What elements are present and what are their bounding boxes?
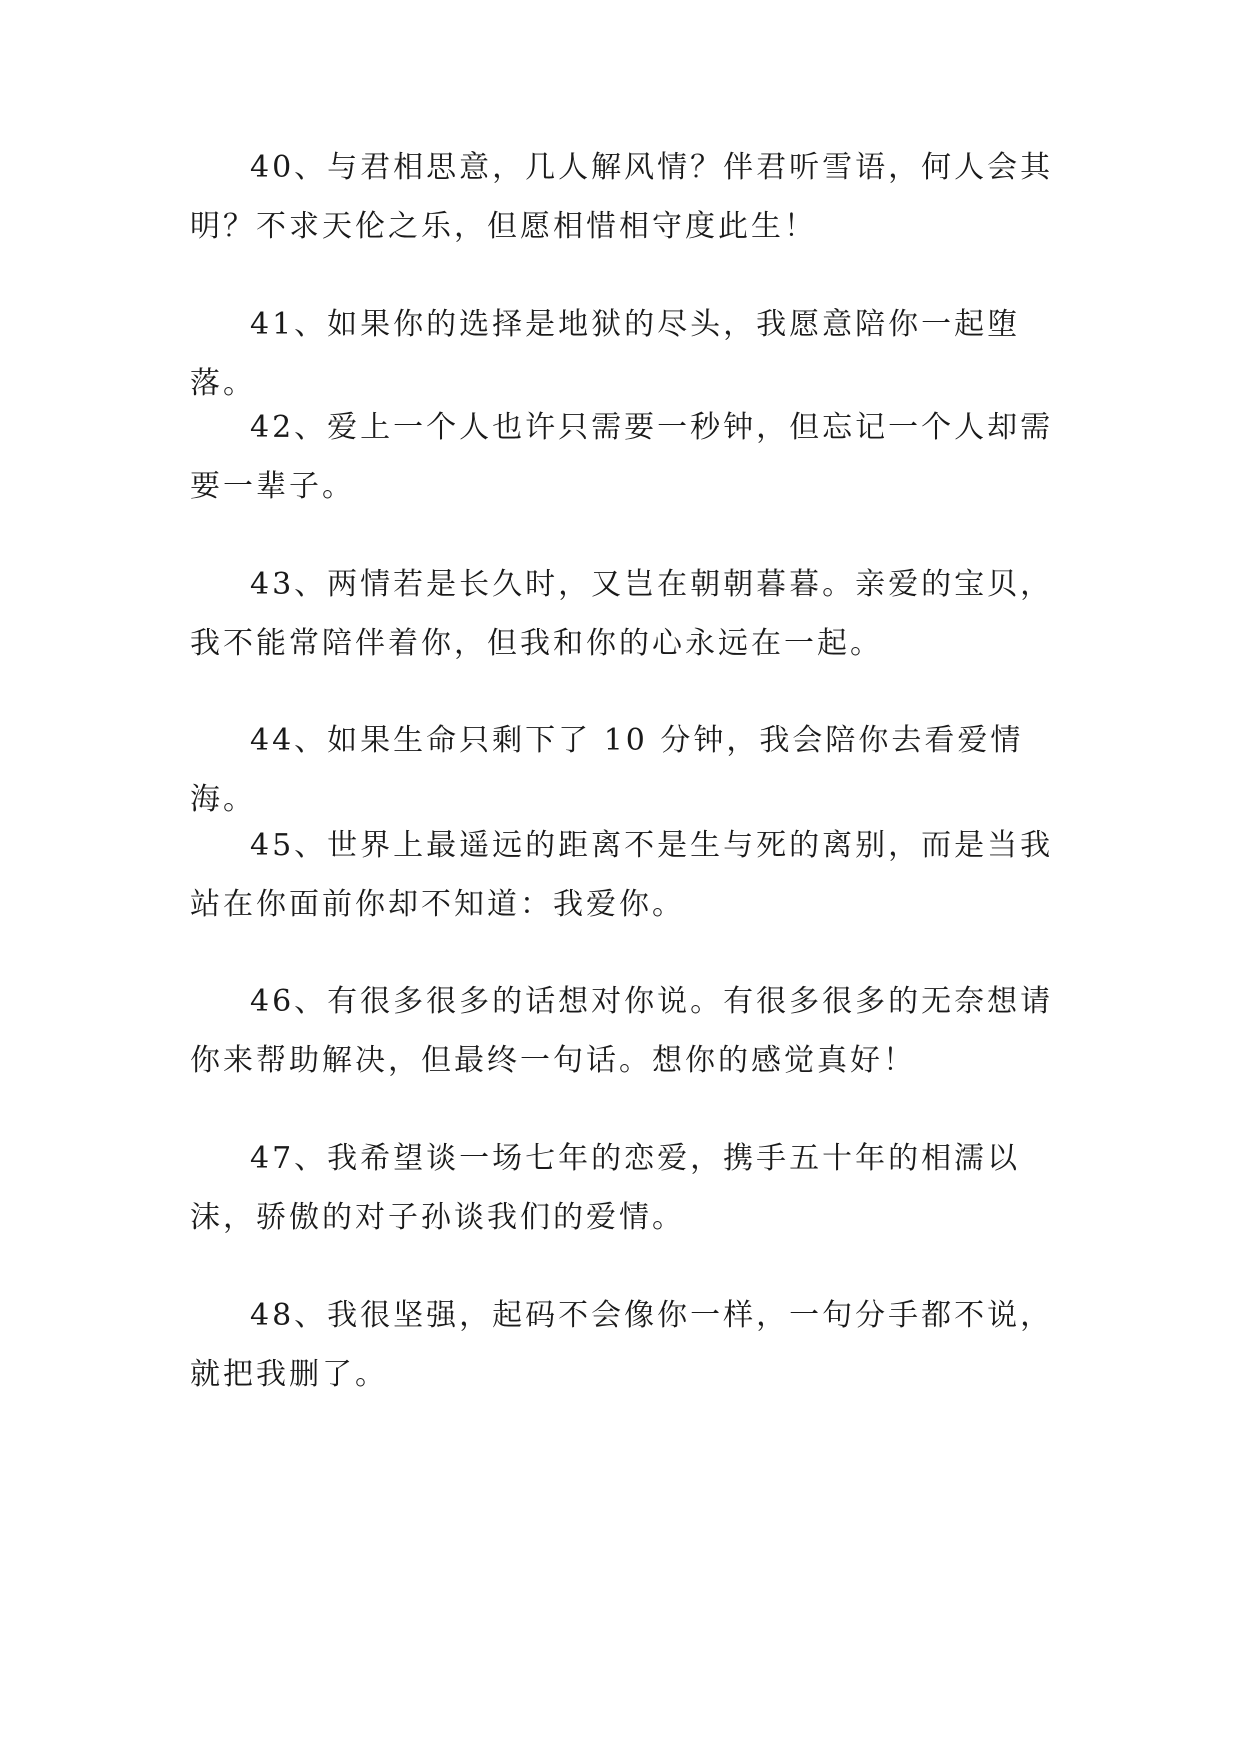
quote-paragraph-45: 45、世界上最遥远的距离不是生与死的离别，而是当我站在你面前你却不知道：我爱你。 (190, 828, 1054, 922)
quote-paragraph-47: 47、我希望谈一场七年的恋爱，携手五十年的相濡以沫，骄傲的对子孙谈我们的爱情。 (190, 1141, 1021, 1235)
quote-paragraph-42: 42、爱上一个人也许只需要一秒钟，但忘记一个人却需要一辈子。 (190, 410, 1054, 504)
quote-paragraph-48: 48、我很坚强，起码不会像你一样，一句分手都不说，就把我删了。 (190, 1298, 1054, 1392)
quote-paragraph-40: 40、与君相思意，几人解风情？伴君听雪语，何人会其明？不求天伦之乐，但愿相惜相守度此生！ (190, 150, 1054, 244)
quote-paragraph-46: 46、有很多很多的话想对你说。有很多很多的无奈想请你来帮助解决，但最终一句话。想你的感觉真好！ (190, 984, 1054, 1078)
quote-paragraph-44: 44、如果生命只剩下了 10 分钟，我会陪你去看爱情海。 (190, 723, 1024, 817)
quote-paragraph-43: 43、两情若是长久时，又岂在朝朝暮暮。亲爱的宝贝，我不能常陪伴着你，但我和你的心永远在一起。 (190, 567, 1054, 661)
quote-paragraph-41: 41、如果你的选择是地狱的尽头，我愿意陪你一起堕落。 (190, 307, 1021, 401)
